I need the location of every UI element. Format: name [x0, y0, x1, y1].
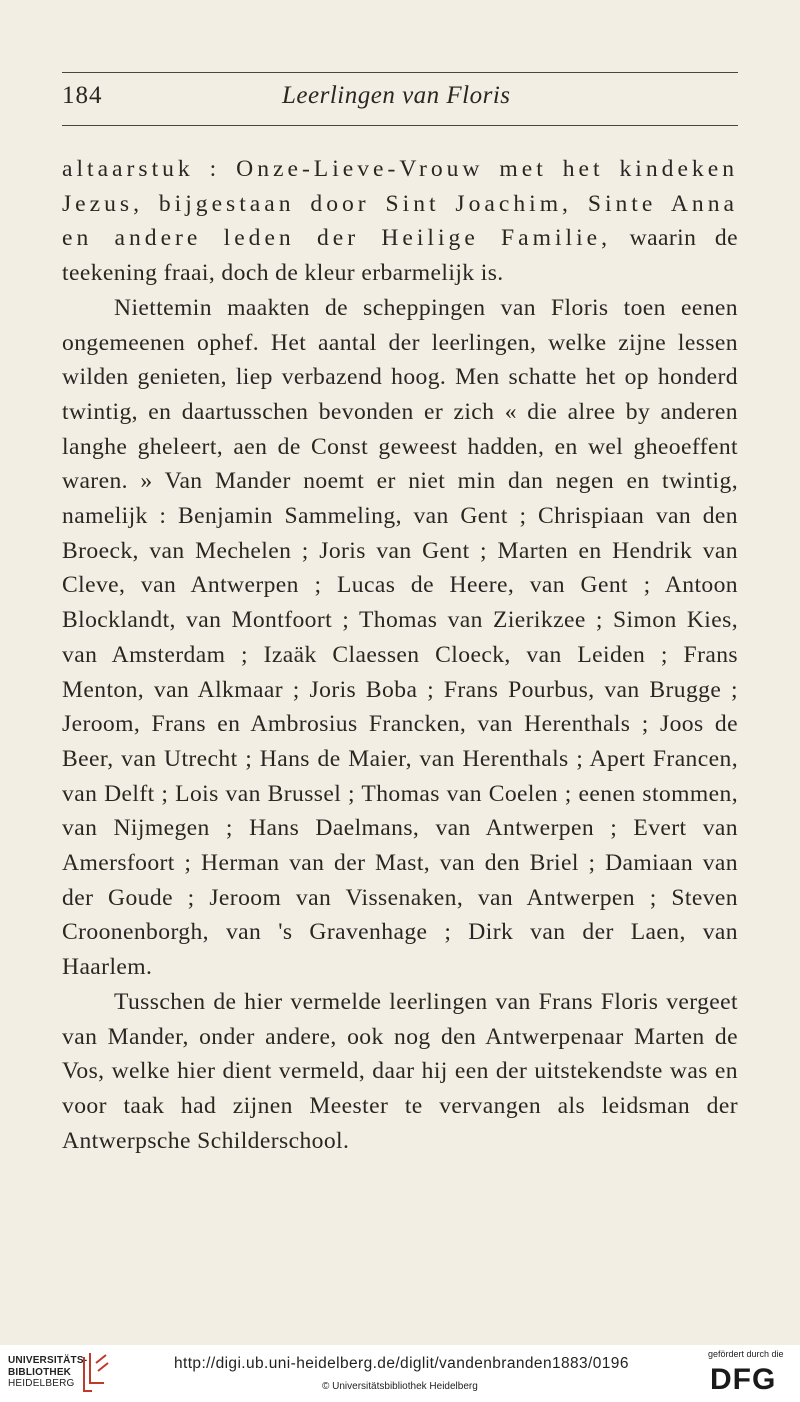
- page-header: [62, 82, 738, 116]
- paragraph-1-rest: waarin de teekening fraai, doch de kleur erbarmelijk is.: [62, 225, 738, 287]
- header-top-rule: [62, 72, 738, 73]
- logo-line-3: HEIDELBERG: [8, 1378, 75, 1389]
- body-text: [62, 152, 738, 1158]
- digitization-footer: [0, 1345, 800, 1402]
- copyright-notice: © Universitätsbibliothek Heidelberg: [322, 1381, 478, 1392]
- page-number: 184: [62, 82, 103, 109]
- paragraph-3: Tusschen de hier vermelde leerlingen van Frans Floris vergeet van Mander, onder andere, ook nog den Antwerpenaar Marten de Vos, welke hier dient vermeld, daar hij een der uitstekendste was en voor taak had zijnen Meester te vervangen als leidsman der Antwerpsche Schilderschool.: [62, 988, 738, 1154]
- funding-note: gefördert durch die: [708, 1349, 784, 1359]
- header-bottom-rule: [62, 125, 738, 126]
- logo-line-2: BIBLIOTHEK: [8, 1366, 72, 1378]
- paragraph-2: Niettemin maakten de scheppingen van Floris toen eenen ongemeenen ophef. Het aantal der leerlingen, welke zijne lessen wilden genieten, liep verbazend hoog. Men schatte het op honderd twintig, en daartusschen bevonden er zich « die alree by anderen langhe gheleert, aen de Const geweest hadden, en wel gheoeffent waren. » Van Mander noemt er niet min dan negen en twintig, namelijk : Benjamin Sammeling, van Gent ; Chrispiaan van den Broeck, van Mechelen ; Joris van Gent ; Marten en Hendrik van Cleve, van Antwerpen ; Lucas de Heere, van Gent ; Antoon Blocklandt, van Montfoort ; Thomas van Zierikzee ; Simon Kies, van Amsterdam ; Izaäk Claessen Cloeck, van Leiden ; Frans Menton, van Alkmaar ; Joris Boba ; Frans Pourbus, van Brugge ; Jeroom, Frans en Ambrosius Francken, van Herenthals ; Joos de Beer, van Utrecht ; Hans de Maier, van Herenthals ; Apert Francen, van Delft ; Lois van Brussel ; Thomas van Coelen ; eenen stommen, van Nijmegen ; Hans Daelmans, van Antwerpen ; Evert van Amersfoort ; Herman van der Mast, van den Briel ; Damiaan van der Goude ; Jeroom van Vissenaken, van Antwerpen ; Steven Croonenborgh, van 's Gravenhage ; Dirk van der Laen, van Haarlem.: [62, 294, 738, 981]
- logo-line-1: UNIVERSITÄTS-: [8, 1355, 88, 1366]
- source-url-link[interactable]: http://digi.ub.uni-heidelberg.de/diglit/vandenbranden1883/0196: [174, 1355, 629, 1372]
- dfg-logo: DFG: [710, 1363, 777, 1396]
- paragraph-1-spaced: altaarstuk : Onze-Lieve-Vrouw met het kindeken Jezus, bijgestaan door Sint Joachim, Sinte Anna en andere leden der Heilige Familie,: [62, 156, 738, 252]
- library-logo-icon: [80, 1351, 110, 1395]
- running-title: Leerlingen van Floris: [282, 82, 511, 109]
- library-logo-text: [8, 1355, 87, 1390]
- paragraph-1: [62, 152, 738, 291]
